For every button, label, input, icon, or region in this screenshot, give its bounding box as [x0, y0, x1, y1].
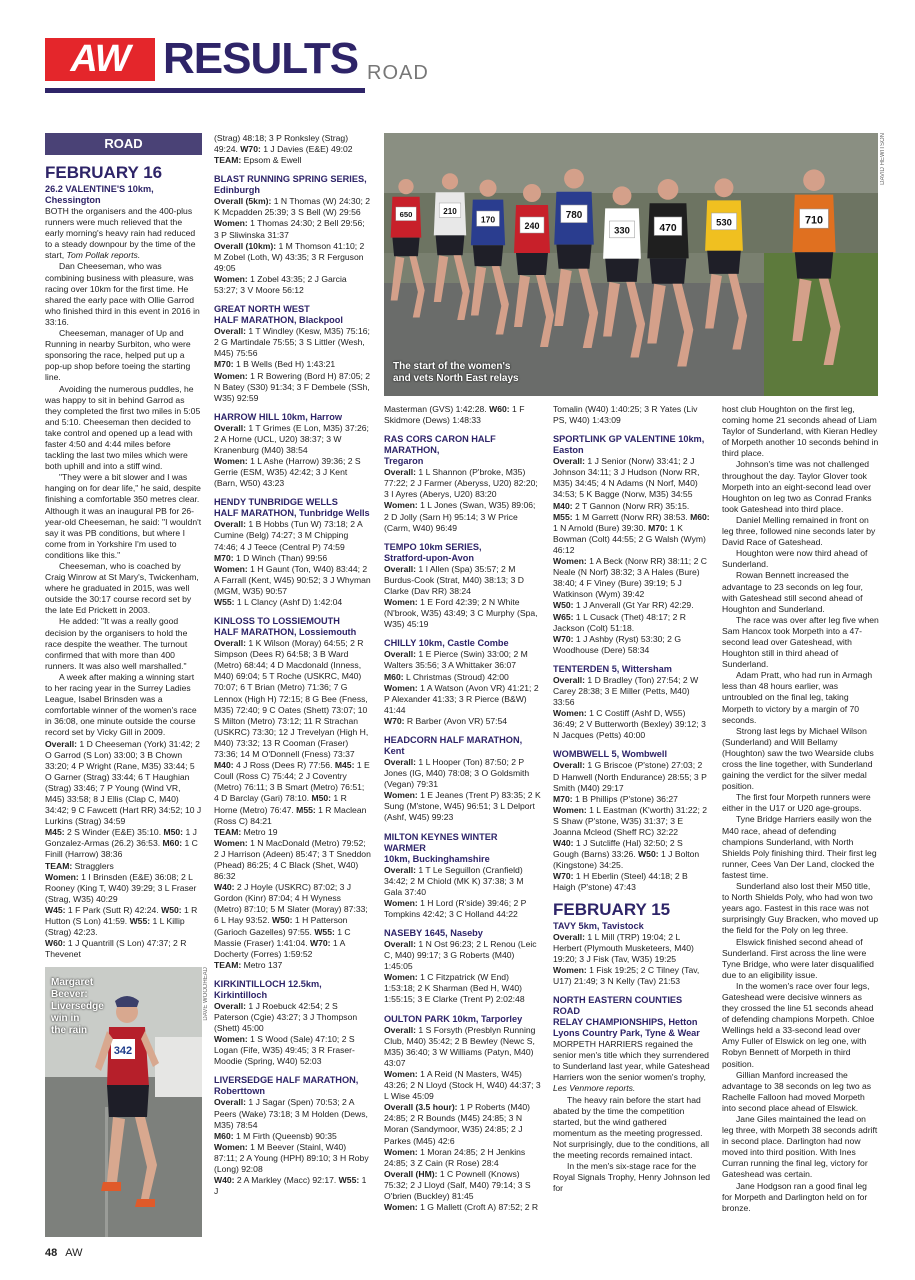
results-line: M45: 2 S Winder (E&E) 35:10. M50: 1 J Gonzalez-Armas (26.2) 36:53. M60: 1 C Finill (Harrow) 38:36: [45, 827, 198, 860]
race-heading: RAS CORS CARON HALF MARATHON, Tregaron: [384, 434, 496, 467]
paragraph: He added: "It was a really good decision by the organisers to hold the race despite the weather. The turnout confirmed that with more than 400 runners. It was also well marshalled.": [45, 616, 188, 671]
photo-credit: DAVID HEWITSON: [880, 133, 886, 185]
race-heading: HEADCORN HALF MARATHON, Kent: [384, 734, 523, 756]
paragraph: A week after making a winning start to her racing year in the Surrey Ladies League, Isabel Brinsden was a comfortable winner of the women's race in 36:08, one minute outside the course record set by Vicky Gill in 2009.: [45, 671, 197, 738]
paragraph: The race was over after leg five when Sam Hancox took Morpeth into a 47-second lead over Gateshead, with Houghton still in third ahead of Sunderland.: [722, 614, 879, 670]
race-heading: MILTON KEYNES WINTER WARMER 10km, Buckinghamshire: [384, 831, 498, 864]
race-heading: BLAST RUNNING SPRING SERIES, Edinburgh: [214, 174, 367, 196]
paragraph: Tyne Bridge Harriers easily won the M40 race, ahead of defending champions Sunderland, with North Shields Poly finishing third. Their first leg runner, Cees Van Der Land, clocked the fastest time.: [722, 814, 877, 880]
bib-number: 240: [524, 221, 540, 231]
paragraph: Elswick finished second ahead of Sunderland. First across the line were Tyne Bridge, who were later disqualified due to an eligibility issue.: [722, 936, 874, 980]
page-title: RESULTS: [163, 34, 359, 83]
paragraph: host club Houghton on the first leg, coming home 21 seconds ahead of Liam Taylor of Sunderland, with Kieran Hedley of Morpeth another 10 seconds behind in third place.: [722, 404, 879, 459]
paragraph: Johnson's time was not challenged throughout the day. Taylor Glover took Morpeth into an eight-second lead over Houghton on leg two as Conrad Franks took Gateshead into third place.: [722, 459, 872, 514]
photo-credit: DAVE WOODHEAD: [203, 967, 209, 1021]
photo-caption: The start of the women's and vets North East relays: [393, 361, 519, 384]
paragraph: Rowan Bennett increased the advantage to 23 seconds on leg four, with Gateshead still second ahead of Houghton and Sunderland.: [722, 570, 863, 614]
paragraph: "They were a bit slower and I was hanging on for dear life," he said, despite finishing a comfortable 350 metres clear. Although it was an inaugural PB for 26-year-old Cheeseman, he said: "I wouldn't say it was PB conditions, but where I come from in Yorkshire I'm used to conditions like this.": [45, 472, 202, 560]
bib-number: 780: [565, 210, 583, 222]
bib-number: 210: [443, 206, 457, 216]
results-line: Overall: 1 D Cheeseman (York) 31:42; 2 O Garrod (S Lon) 33:00; 3 B Chown 33:20; 4 P Wright (Rane, M35) 33:44; 5 O Garner (Strag) 33:44; 6 T Haughian (Strag) 33:46; 7 P Young (Wind VR, M45) 33:58; 8 J Ellis (Clap C, M40) 34:42; 9 C Fawcett (Hart RR) 34:52; 10 J Lurkins (Strag) 34:59: [45, 738, 202, 827]
race-heading: TENTERDEN 5, Wittersham: [553, 663, 672, 674]
race-heading: TAVY 5km, Tavistock: [553, 920, 644, 931]
race-heading: CHILLY 10km, Castle Combe: [384, 638, 509, 649]
column-5: [722, 404, 879, 1214]
aw-logo: AW: [45, 38, 155, 81]
race-heading: OULTON PARK 10km, Tarporley: [384, 1013, 523, 1024]
runners-illustration: [384, 133, 878, 396]
race-heading: NORTH EASTERN COUNTIES ROAD RELAY CHAMPIONSHIPS, Hetton Lyons Country Park, Tyne & Wear: [553, 995, 700, 1039]
paragraph: Strong last legs by Michael Wilson (Sunderland) and Will Bellamy (Houghton) saw the two Wearside clubs cross the line together, with Sunderland gaining the verdict for the silver medal position.: [722, 725, 874, 792]
date-heading: FEBRUARY 16: [45, 163, 163, 182]
results-line: Women: 1 I Brinsden (E&E) 36:08; 2 L Rooney (King T, W40) 39:29; 3 L Fraser (Strag, W35) 40:29: [45, 871, 197, 904]
road-section-box: ROAD: [45, 133, 202, 155]
paragraph: Jane Giles maintained the lead on leg three, with Morpeth 38 seconds adrift in second place. Darlington had now moved into third position. With Ines Curran running the final leg, victory for Gateshead was certain.: [722, 1114, 878, 1180]
race-heading: GREAT NORTH WEST HALF MARATHON, Blackpool: [214, 304, 343, 326]
paragraph: Avoiding the numerous puddles, he was happy to sit in behind Garrod as they completed the first two miles in 5:05 and 5:10. Cheeseman then decided to take control and opened up a lead with faster 4:50 and 4:44 miles before tackling the last two miles which were both uphill and into a stiff wind.: [45, 383, 201, 472]
page-header: [45, 34, 895, 93]
bib-number: 710: [804, 214, 824, 227]
bib-number: 650: [399, 210, 413, 220]
date-heading: FEBRUARY 15: [553, 899, 671, 919]
photo-caption: Margaret Beever: Liversedge win in the rain: [51, 977, 104, 1036]
paragraph: Houghton were now third ahead of Sunderland.: [722, 548, 868, 570]
bib-number: 170: [480, 214, 496, 225]
results-line: W60: 1 J Quantrill (S Lon) 47:37; 2 R Thevenet: [45, 938, 187, 960]
paragraph: Sunderland also lost their M50 title, to North Shields Poly, who had won two years ago. Fastest in this race was not surprisingly Guy Bracken, who moved up the field for the Poly on leg three.: [722, 881, 879, 936]
paragraph: Gillian Manford increased the advantage to 38 seconds on leg two as Rachelle Falloon had moved Morpeth into second place ahead of Elswick.: [722, 1069, 872, 1113]
paragraph: The first four Morpeth runners were either in the U17 or U20 age-groups.: [722, 792, 871, 814]
race-heading: NASEBY 1645, Naseby: [384, 928, 483, 938]
column-2: (Strag) 48:18; 3 P Ronksley (Strag) 49:24. W70: 1 J Davies (E&E) 49:02 TEAM: Epsom & Ewell BLAST RUNNING SPRING SERIES, Edinburgh Overall (5km): 1 N Thomas (W) 24:30; 2 K Mcpadden 25:39; 3 S Bell (W) 29:56 Women: 1 Thomas 24:30; 2 Bell 29:56; 3 P Sliwinska 31:37 Overall (10km): 1 M Thomson 41:10; 2 M Zobel (Loth, W) 43:35; 3 R Ferguson 49:05 Women: 1 Zobel 43:35; 2 J Garcia 53:27; 3 V Moore 56:12 GREAT NORTH WEST HALF MARATHON, Blackpool Overall: 1 T Windley (Kesw, M35) 75:16; 2 G Martindale 75:55; 3 S Littler (Wesh, M45) 75:56 M70: 1 B Wells (Bed H) 1:43:21 Women: 1 R Bowering (Bord H) 87:05; 2 N Batey (S30) 91:34; 3 F Dembele (SSh, W35) 92:59 HARROW HILL 10km, Harrow Overall: 1 T Grimes (E Lon, M35) 37:26; 2 A Horne (UCL, U20) 38:37; 3 W Kranenburg (M40) 38:54 Women: 1 L Ashe (Harrow) 39:36; 2 S Gerrie (ESM, W35) 42:42; 3 J Kent (Barn, W50) 43:23 HENDY TUNBRIDGE WELLS HALF MARATHON, Tunbridge Wells Overall: 1 B Hobbs (Tun W) 73:18; 2 A Cumine (Belg) 74:27; 3 M Chipping 74:46; 4 J Teece (Central P) 74:59 M70: 1 D Winch (Than) 99:56 Women: 1 H Gaunt (Ton, W40) 83:44; 2 A Farrall (Kent, W45) 90:52; 3 J Whyman (MGM, W35) 90:57 W55: 1 L Clancy (Ashf D) 1:42:04 KINLOSS TO LOSSIEMOUTH HALF MARATHON, Lossiemouth Overall: 1 K Wilson (Moray) 64:55; 2 R Simpson (Dees R) 64:58; 3 B Ward (Metro) 68:44; 4 D Macdonald (Inness, M40) 69:04; 5 T Roche (USKRC, M40) 70:07; 6 T Brian (Metro) 71:36; 7 G Lennox (High H) 72:15; 8 G Bee (Fness, M35) 72:40; 9 C Oates (Shett) 73:07; 10 S Milton (Metro) 73:12; 11 R Strachan (USKRC) 73:30; 12 J Trevelyan (High H, M40) 73:32; 13 R Cooman (Fraser) 73:36; 14 M O'Donnell (Fness) 73:37 M40: 4 J Ross (Dees R) 77:56. M45: 1 E Coull (Ross C) 75:44; 2 J Coventry (Metro) 76:11; 3 B Smart (Metro) 76:51; 4 D Barclay (Gari) 78:10. M50: 1 R Horne (Metro) 76:47. M55: 1 R Maclean (Ross C) 84:21 TEAM: Metro 19 Women: 1 N MacDonald (Metro) 79:52; 2 J Harrison (Adeen) 85:47; 3 T Sneddon (Phead) 86:25; 4 C Black (Shet, W40) 86:32 W40: 2 J Hoyle (USKRC) 87:02; 3 J Gordon (Kinr) 87:04; 4 H Wyness (Metro) 87:10; 5 M Slater (Moray) 87:33; 6 L Hay 93:52. W50: 1 H Patterson (Garioch Gazelles) 97:55. W55: 1 C Massie (Fraser) 1:41:04. W70: 1 A Docherty (Forres) 1:59:52 TEAM: Metro 137 KIRKINTILLOCH 12.5km, Kirkintilloch Overall: 1 J Roebuck 42:54; 2 S Paterson (Cgie) 43:27; 3 J Thompson (Shett) 45:00 Women: 1 S Wood (Sale) 47:10; 2 S Logan (Fife, W35) 49:45; 3 R Fraser-Moodie (Spring, W40) 52:03 LIVERSEDGE HALF MARATHON, Roberttown Overall: 1 J Sagar (Spen) 70:53; 2 A Peers (Wake) 73:18; 3 M Holden (Dews, M35) 78:54 M60: 1 M Firth (Queensb) 90:35 Women: 1 M Beever (Stainl, W40) 87:11; 2 A Young (HPH) 89:10; 3 H Roby (Long) 92:08 W40: 2 A Markley (Macc) 92:17. W55: 1 J: [214, 133, 371, 1197]
race-heading: LIVERSEDGE HALF MARATHON, Roberttown: [214, 1075, 359, 1097]
section-label: ROAD: [367, 62, 429, 84]
race-heading: HENDY TUNBRIDGE WELLS HALF MARATHON, Tunbridge Wells: [214, 497, 370, 519]
column-4: Tomalin (W40) 1:40:25; 3 R Yates (Liv PS, W40) 1:43:09 SPORTLINK GP VALENTINE 10km, Easton Overall: 1 J Senior (Norw) 33:41; 2 J Johnson 34:11; 3 J Hudson (Norw RR, M35) 34:45; 4 N Adams (N Norf, M40) 34:53; 5 K Bagge (Norw, M35) 34:55 M40: 2 T Gannon (Norw RR) 35:15. M55: 1 M Garrett (Norw RR) 38:53. M60: 1 N Arnold (Bure) 39:30. M70: 1 K Bowman (Colt) 44:55; 2 G Walsh (Wym) 46:12 Women: 1 A Beck (Norw RR) 38:11; 2 C Neale (N Norf) 38:32; 3 A Hales (Bure) 38:40; 4 F Viney (Bure) 39:19; 5 J Watkinson (Wym) 39:42 W50: 1 J Anverall (Gt Yar RR) 42:29. W65: 1 L Cusack (Thet) 48:17; 2 R Jackson (Colt) 51:18. W70: 1 J Ashby (Ryst) 53:30; 2 G Woodhouse (Dere) 58:34 TENTERDEN 5, Wittersham Overall: 1 D Bradley (Ton) 27:54; 2 W Carey 28:38; 3 E Miller (Petts, M40) 33:56 Women: 1 C Costiff (Ashf D, W55) 36:49; 2 V Butterworth (Bexley) 39:12; 3 N Jacques (Petts) 40:00 WOMBWELL 5, Wombwell Overall: 1 G Briscoe (P'stone) 27:03; 2 D Hanwell (North Endurance) 28:55; 3 P Smith (M40) 29:17 M70: 1 B Phillips (P'stone) 36:27 Women: 1 L Eastman (K'worth) 31:22; 2 S Shaw (P'stone, W35) 31:37; 3 E Joanna Mcleod (Sheff RC) 32:22 W40: 1 J Sutcliffe (Hal) 32:50; 2 S Gough (Barns) 33:26. W50: 1 J Bolton (Kingstone) 34:25. W70: 1 H Eberlin (Steel) 44:18; 2 B Haigh (P'stone) 47:43 FEBRUARY 15 TAVY 5km, Tavistock Overall: 1 L Mill (TRP) 19:04; 2 L Herbert (Plymouth Musketeers, M40) 19:20; 3 J Fisk (Tav, W35) 19:25 Women: 1 Fisk 19:25; 2 C Tilney (Tav, U17) 21:49; 3 N Kelly (Tav) 21:53 NORTH EASTERN COUNTIES ROAD RELAY CHAMPIONSHIPS, Hetton Lyons Country Park, Tyne & Wear MORPETH HARRIERS regained the senior men's title which they surrendered to Sunderland last year, while Gateshead Harriers won the senior women's trophy, Les Venmore reports. The heavy rain before the start had abated by the time the competition started, but the wind gathered momentum as the meeting progressed. Not surprisingly, due to the conditions, all the meeting records remained intact. In the men's six-stage race for the Royal Signals Trophy, Henry Johnson led for: [553, 404, 710, 1194]
bib-number: 342: [113, 1045, 133, 1057]
column-1: [45, 133, 202, 960]
results-line: TEAM: Epsom & Ewell: [214, 155, 302, 166]
paragraph: BOTH the organisers and the 400-plus runners were much relieved that the early morning's heavy rain had reduced to a steady downpour by the time of the start, Tom Pollak reports.: [45, 206, 196, 261]
footer-mag: AW: [65, 1247, 83, 1259]
race-heading: WOMBWELL 5, Wombwell: [553, 749, 667, 760]
race-heading: KIRKINTILLOCH 12.5km, Kirkintilloch: [214, 978, 322, 1000]
paragraph: Adam Pratt, who had run in Armagh less than 48 hours earlier, was untroubled on the final leg, taking Morpeth to victory by a margin of 70 seconds.: [722, 670, 873, 725]
results-line: (Strag) 48:18; 3 P Ronksley (Strag) 49:24. W70: 1 J Davies (E&E) 49:02: [214, 133, 353, 155]
page-number: 48: [45, 1247, 58, 1259]
paragraph: Dan Cheeseman, who was combining business with pleasure, was racing over 10km for the first time. He shared the early pace with Ollie Garrod who finished third in this event in 2016 in 33:16.: [45, 261, 200, 327]
page-footer: [45, 1247, 83, 1259]
race-heading: 26.2 VALENTINE'S 10km, Chessington: [45, 184, 154, 205]
paragraph: In the women's race over four legs, Gateshead were decisive winners as they crossed the line 51 seconds ahead of defending champions Morpeth. Chloe Wellings held a 33-second lead over Amy Fuller of Elswick on leg one, with Robyn Bennett of Morpeth in third position.: [722, 980, 875, 1069]
bib-number: 530: [716, 217, 732, 229]
race-heading: HARROW HILL 10km, Harrow: [214, 411, 342, 422]
photo-liversedge: [45, 967, 202, 1237]
paragraph: Daniel Melling remained in front on leg three, followed nine seconds later by David Race of Gateshead.: [722, 514, 876, 548]
race-heading: SPORTLINK GP VALENTINE 10km, Easton: [553, 434, 705, 456]
column-3: Masterman (GVS) 1:42:28. W60: 1 F Skidmore (Dews) 1:48:33 RAS CORS CARON HALF MARATHON, Tregaron Overall: 1 L Shannon (P'broke, M35) 77:22; 2 J Farmer (Aberyss, U20) 82:20; 3 I Ayres (Aberys, U20) 83:20 Women: 1 L Jones (Swan, W35) 89:06; 2 D Jolly (Sarn H) 95:14; 3 W Price (Carm, W40) 96:49 TEMPO 10km SERIES, Stratford-upon-Avon Overall: 1 I Allen (Spa) 35:57; 2 M Burdus-Cook (Strat, M40) 38:13; 3 D Clarke (Dav RR) 38:24 Women: 1 E Ford 42:39; 2 N White (N'brook, W35) 43:49; 3 C Murphy (Spa, W35) 45:19 CHILLY 10km, Castle Combe Overall: 1 E Pierce (Swin) 33:00; 2 M Walters 35:56; 3 A Whittaker 36:07 M60: L Christmas (Stroud) 42:00 Women: 1 A Watson (Avon VR) 41:21; 2 P Alexander 41:33; 3 R Pierce (B&W) 41:44 W70: R Barber (Avon VR) 57:54 HEADCORN HALF MARATHON, Kent Overall: 1 L Hooper (Ton) 87:50; 2 P Jones (IG, M40) 78:08; 3 O Goldsmith (Vegan) 79:31 Women: 1 E Jeanes (Trent P) 83:35; 2 K Sung (M'stone, W45) 96:51; 3 L Delport (Ashf, W45) 99:23 MILTON KEYNES WINTER WARMER 10km, Buckinghamshire Overall: 1 T Le Seguillon (Cranfield) 34:42; 2 M Chiold (MK K) 37:38; 3 M Gala 37:40 Women: 1 H Lord (R'side) 39:46; 2 P Tompkins 42:42; 3 C Holland 44:22 NASEBY 1645, Naseby Overall: 1 N Ost 96:23; 2 L Renou (Leic C, M40) 99:17; 3 G Roberts (M40) 1:45:05 Women: 1 C Fitzpatrick (W End) 1:53:18; 2 K Sharman (Bed H, W40) 1:55:15; 3 E Clarke (Trent P) 2:02:48 OULTON PARK 10km, Tarporley Overall: 1 S Forsyth (Presblyn Running Club, M40) 35:42; 2 B Bewley (Newc S, M35) 36:40; 3 W Williams (Patyn, M40) 43:07 Women: 1 A Reid (N Masters, W45) 43:26; 2 N Lloyd (Stock H, W40) 44:37; 3 L Wise 45:09 Overall (3.5 hour): 1 P Roberts (M40) 24:85; 2 R Bounds (M45) 24:85; 3 N Moran (Sandymoor, W35) 24:85; 2 J Parkes (M45) 42:6 Women: 1 Moran 24:85; 2 H Jenkins 24:85; 3 Z Cain (R Rose) 28:4 Overall (HM): 1 C Pownell (Knows) 75:32; 2 J Lloyd (Salf, M40) 79:14; 3 S O'brien (Buckley) 81:45 Women: 1 G Mallett (Croft A) 87:52; 2 R: [384, 404, 541, 1213]
bib-number: 470: [659, 222, 677, 234]
race-heading: TEMPO 10km SERIES, Stratford-upon-Avon: [384, 541, 482, 563]
paragraph: Cheeseman, manager of Up and Running in nearby Surbiton, who were sponsoring the race, helped put up a pop-up shop before toeing the starting line.: [45, 328, 191, 383]
race-heading: KINLOSS TO LOSSIEMOUTH HALF MARATHON, Lossiemouth: [214, 616, 357, 638]
results-line: TEAM: Stragglers: [45, 860, 114, 871]
header-underline: [45, 88, 365, 93]
paragraph: Jane Hodgson ran a good final leg for Morpeth and Darlington held on for bronze.: [722, 1180, 868, 1213]
results-line: W45: 1 F Park (Sutt R) 42:24. W50: 1 R Hutton (S Lon) 41:59. W55: 1 L Killip (Strag) 42:23.: [45, 904, 198, 938]
bib-number: 330: [614, 225, 630, 237]
paragraph: Cheeseman, who is coached by Craig Winrow at St Mary's, Twickenham, where he graduated in 2015, was well outside the 30:17 course record set by the late Ed Prickett in 2003.: [45, 561, 199, 616]
photo-relays: [384, 133, 878, 396]
